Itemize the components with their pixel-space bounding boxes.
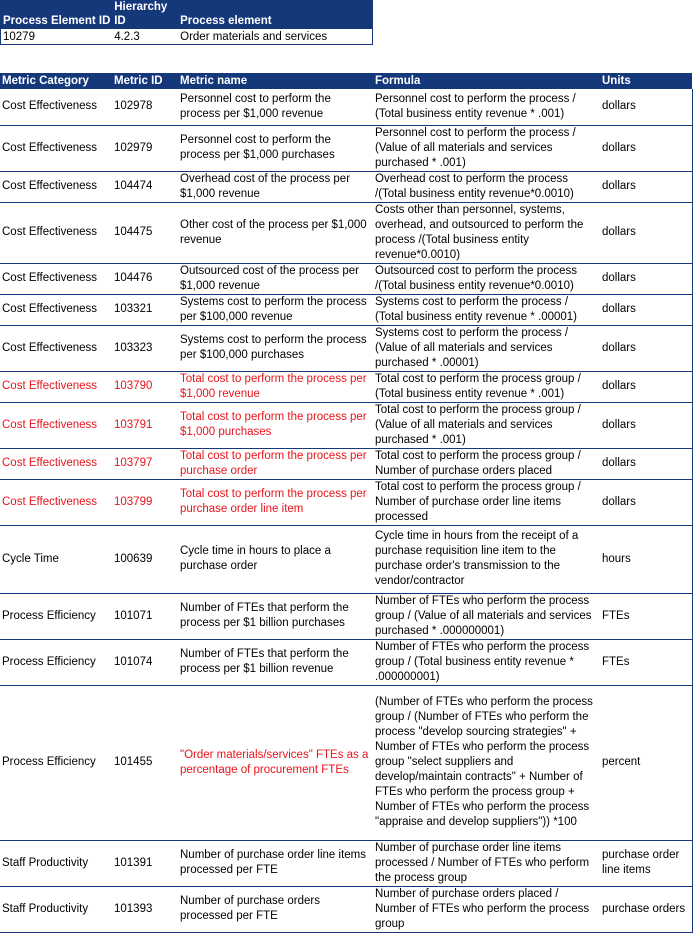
metric-category-cell: Cost Effectiveness [2,495,98,508]
metric-category-cell: Cost Effectiveness [2,303,98,315]
metric-name-cell: Total cost to perform the process per purchase order line item [180,488,367,515]
metrics-header-row [0,73,692,89]
metric-row [0,448,692,479]
metric-id-cell: 103799 [114,495,153,508]
formula-cell: Cycle time in hours from the receipt of a purchase requisition line item to the purchase order's transmission to the vendor/contractor [375,530,579,587]
units-cell: purchase orders [600,886,692,932]
metric-id-cell: 100639 [114,552,153,565]
formula-cell: Number of purchase orders placed / Number of FTEs who perform the process group [375,887,590,930]
metric-category-cell: Cost Effectiveness [2,226,98,238]
metric-id-cell: 103321 [114,303,153,315]
metric-name-cell: Number of FTEs that perform the process per $1 billion purchases [180,602,349,629]
formula-cell: (Number of FTEs who perform the process group / (Number of FTEs who perform the process "develop sourcing strategies" + Number of FTEs who perform the process group "select suppliers and develop/maintain contracts" + Number of FTEs who perform the process group + Number of FTEs who perform the process "appraise and develop suppliers")) *100 [375,696,593,828]
metric-name-cell: Overhead cost of the process per $1,000 revenue [180,172,351,200]
process-element-value: Order materials and services [180,30,328,43]
metric-category-cell: Cost Effectiveness [2,141,98,154]
process-element-header-row [1,1,373,30]
metric-row [0,525,692,593]
metric-name-cell: Systems cost to perform the process per $100,000 revenue [180,295,367,323]
metric-row [0,125,692,171]
metric-category-cell: Staff Productivity [2,902,89,915]
metric-id-cell: 101071 [114,609,153,622]
metric-category-cell: Process Efficiency [2,655,96,668]
metric-id-cell: 104476 [114,272,153,284]
units-cell: dollars [600,371,692,402]
metric-name-cell: Cycle time in hours to place a purchase order [180,545,331,572]
metric-id-cell: 103790 [114,380,153,392]
formula-cell: Outsourced cost to perform the process /(Total business entity revenue*0.0010) [375,264,577,292]
units-cell: FTEs [600,639,692,685]
metric-category-cell: Cost Effectiveness [2,272,98,284]
formula-cell: Personnel cost to perform the process / (Total business entity revenue * .001) [375,92,576,120]
metric-row [0,325,692,371]
metric-row [0,263,692,294]
metrics-body [0,89,692,932]
metrics-table [0,73,693,933]
metric-row [0,402,692,448]
units-cell: FTEs [600,593,692,639]
formula-cell: Overhead cost to perform the process /(Total business entity revenue*0.0010) [375,172,574,200]
metric-id-cell: 102979 [114,141,153,154]
metric-category-cell: Cost Effectiveness [2,341,98,354]
formula-cell: Systems cost to perform the process / (Value of all materials and services purchased * .00001) [375,326,569,369]
metric-row [0,89,692,125]
formula-cell: Total cost to perform the process group / Number of purchase order line items processed [375,480,581,523]
metric-name-cell: Other cost of the process per $1,000 revenue [180,218,367,246]
units-cell: dollars [600,125,692,171]
process-element-id-value: 10279 [3,30,35,43]
formula-cell: Number of FTEs who perform the process group / (Value of all materials and services purchased * .000000001) [375,594,592,637]
units-cell: dollars [600,402,692,448]
metric-id-cell: 104474 [114,180,153,192]
formula-cell: Number of purchase order line items processed / Number of FTEs who perform the process group [375,841,590,884]
formula-cell: Total cost to perform the process group / (Total business entity revenue * .001) [375,372,581,400]
metric-row [0,685,692,840]
metric-id-cell: 103791 [114,418,153,431]
metric-row [0,479,692,525]
formula-cell: Personnel cost to perform the process / (Value of all materials and services purchased * .001) [375,126,576,169]
metric-category-cell: Process Efficiency [2,609,96,622]
metric-category-cell: Cost Effectiveness [2,180,98,192]
metric-category-cell: Cost Effectiveness [2,457,98,469]
metric-category-cell: Staff Productivity [2,856,89,869]
metric-row [0,371,692,402]
metric-name-cell: Personnel cost to perform the process per $1,000 revenue [180,92,331,120]
metric-name-cell: Total cost to perform the process per $1,000 revenue [180,372,367,400]
process-element-row [1,29,373,45]
formula-cell: Number of FTEs who perform the process group / (Total business entity revenue * .000000001) [375,640,590,683]
metric-name-cell: Number of FTEs that perform the process per $1 billion revenue [180,648,349,675]
metric-name-cell: Total cost to perform the process per $1,000 purchases [180,411,367,438]
formula-header: Formula [373,73,600,89]
metric-name-cell: Number of purchase order line items processed per FTE [180,849,366,876]
metric-id-cell: 101074 [114,655,153,668]
metric-id-cell: 103797 [114,457,153,469]
units-cell: dollars [600,448,692,479]
metric-row [0,202,692,263]
units-cell: dollars [600,294,692,325]
metric-name-cell: Systems cost to perform the process per $100,000 purchases [180,334,367,361]
process-element-table [0,0,373,45]
metric-category-cell: Process Efficiency [2,756,96,768]
units-cell: dollars [600,171,692,202]
hierarchy-id-header: Hierarchy ID [112,1,178,30]
units-cell: dollars [600,325,692,371]
units-cell: hours [600,525,692,593]
metric-name-header: Metric name [178,73,373,89]
metric-id-cell: 101391 [114,856,153,869]
metric-category-cell: Cost Effectiveness [2,100,98,113]
metric-row [0,639,692,685]
units-cell: percent [600,685,692,840]
metric-id-cell: 102978 [114,100,153,113]
metric-name-cell: "Order materials/services" FTEs as a percentage of procurement FTEs [180,748,369,776]
metric-id-header: Metric ID [112,73,178,89]
units-header: Units [600,73,692,89]
metric-row [0,294,692,325]
metric-name-cell: Number of purchase orders processed per FTE [180,895,320,922]
units-cell: purchase order line items [600,840,692,886]
formula-cell: Total cost to perform the process group / (Value of all materials and services purchased * .001) [375,403,581,446]
metric-row [0,171,692,202]
units-cell: dollars [600,263,692,294]
metric-category-cell: Cost Effectiveness [2,418,98,431]
metric-category-cell: Cycle Time [2,552,59,565]
metric-name-cell: Total cost to perform the process per purchase order [180,449,367,477]
metric-row [0,886,692,932]
metric-name-cell: Outsourced cost of the process per $1,000 revenue [180,264,359,292]
units-cell: dollars [600,89,692,125]
units-cell: dollars [600,202,692,263]
metric-category-cell: Cost Effectiveness [2,380,98,392]
process-element-header: Process element [178,1,372,30]
metric-id-cell: 101393 [114,902,153,915]
units-cell: dollars [600,479,692,525]
formula-cell: Systems cost to perform the process / (Total business entity revenue * .00001) [375,295,578,323]
metric-category-header: Metric Category [0,73,112,89]
metric-row [0,840,692,886]
hierarchy-id-value: 4.2.3 [114,30,140,43]
metric-id-cell: 101455 [114,756,153,768]
metric-row [0,593,692,639]
formula-cell: Total cost to perform the process group / Number of purchase orders placed [375,449,581,477]
metric-name-cell: Personnel cost to perform the process per $1,000 purchases [180,134,335,161]
metric-id-cell: 104475 [114,226,153,238]
process-element-id-header: Process Element ID [1,1,113,30]
metric-id-cell: 103323 [114,341,153,354]
formula-cell: Costs other than personnel, systems, overhead, and outsourced to perform the process /(Total business entity revenue*0.0010) [375,203,584,261]
